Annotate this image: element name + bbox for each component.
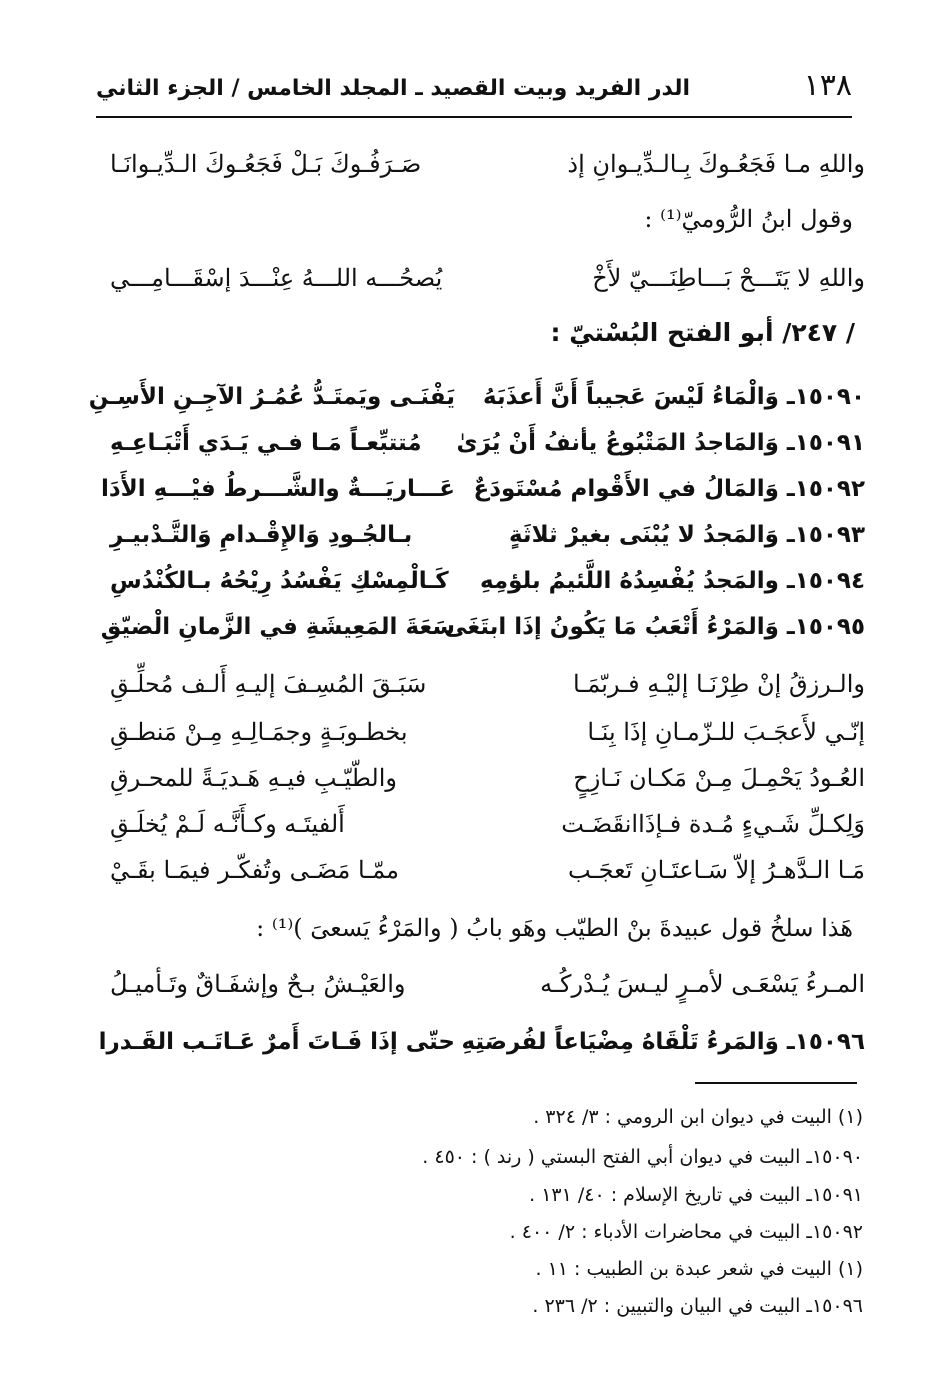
verse-second-hemistich: يُصحُـــه اللـــهُ عِنْـــدَ إسْقَـــامِـــي <box>110 264 443 292</box>
verse-second-hemistich: بـالجُـودِ وَالإِقْـدامِ وَالتَّـدْبيـرِ <box>110 522 413 548</box>
intro-ibn-rumi: وقول ابنُ الرُّوميّ⁽¹⁾ : <box>644 205 853 233</box>
footnote: ١٥٠٩٦ـ البيت في البيان والتبيين : ٢/ ٢٣٦ . <box>532 1295 863 1317</box>
footnote-separator <box>695 1082 857 1084</box>
page-header <box>96 62 852 118</box>
page-number: ١٣٨ <box>803 68 852 103</box>
running-title: الدر الفريد وبيت القصيد ـ المجلد الخامس / الجزء الثاني <box>96 76 691 101</box>
verse-second-hemistich: أَلفيتَـه وكـأَنَّـه لَـمْ يُخلَـقِ <box>110 810 345 838</box>
verse-first-hemistich: مَـا الـدَّهـرُ إلاّ سَـاعتَـانِ تَعجَـب <box>568 856 865 884</box>
numbered-verse <box>100 467 865 517</box>
numbered-verse <box>110 513 865 563</box>
section-heading: / ٢٤٧/ أبو الفتح البُسْتيّ : <box>550 318 855 347</box>
verse-first-hemistich: ١٥٠٩٢ـ وَالمَالُ في الأَقْوام مُسْتَودَعٌ <box>473 476 865 502</box>
footnote: (١) البيت في ديوان ابن الرومي : ٣/ ٣٢٤ . <box>533 1106 863 1128</box>
verse-second-hemistich: كَـالْمِسْكِ يَفْسُدُ رِيْحُهُ بـالكُنْدُسِ <box>110 568 449 594</box>
verse-first-hemistich: واللهِ لا يَتَـــحْ بَـــاطِنَـــيّ لأَخْ <box>592 264 865 292</box>
verse <box>110 142 865 192</box>
footnote: ١٥٠٩٢ـ البيت في محاضرات الأدباء : ٢/ ٤٠٠ . <box>509 1221 863 1243</box>
verse-second-hemistich: عَـــاريَـــةٌ والشَّـــرطُ فيْـــهِ الأَدَا <box>100 476 455 502</box>
verse-first-hemistich: إنّـي لأَعجَـبَ للـزّمـانِ إذَا بِنَـا <box>587 718 865 746</box>
verse-first-hemistich: وَلِكـلِّ شَـيءٍ مُـدة فـإذَاانقَضَـت <box>561 810 865 838</box>
header-rule <box>96 116 852 118</box>
verse <box>110 756 865 806</box>
verse <box>110 710 865 760</box>
numbered-verse <box>110 559 865 609</box>
verse-first-hemistich: ١٥٠٩٦ـ وَالمَرءُ تَلْقَاهُ مِضْيَاعاً لفُرصَتِهِ <box>461 1029 865 1055</box>
verse-second-hemistich: مُتتبِّعـاً مَـا فـي يَـدَي أَتْبَـاعِـهِ <box>110 430 422 456</box>
verse <box>110 962 865 1012</box>
numbered-verse <box>98 1020 865 1070</box>
verse-first-hemistich: ١٥٠٩٠ـ وَالْمَاءُ لَيْسَ عَجيباً أَنَّ أَعذَبَهُ <box>483 384 865 410</box>
verse-second-hemistich: صَـرَفُـوكَ بَـلْ فَجَعُـوكَ الـدِّيـوانَـا <box>110 150 422 178</box>
intro-ubayda: هَذا سلخُ قول عبيدةَ بنْ الطيّب وهَو بابُ ( والمَرْءُ يَسعىَ )⁽¹⁾ : <box>256 914 853 942</box>
verse-second-hemistich: سَعَةَ المَعِيشَةِ في الزَّمانِ الْضيّقِ <box>100 614 455 640</box>
numbered-verse <box>110 421 865 471</box>
verse-first-hemistich: واللهِ مـا فَجَعُـوكَ بِـالـدِّيـوانِ إذ <box>567 150 865 178</box>
verse-first-hemistich: ١٥٠٩٣ـ وَالمَجدُ لا يُبْنَى بغيرْ ثلاثَةٍ <box>508 522 865 548</box>
verse <box>110 256 865 306</box>
verse-first-hemistich: المـرءُ يَسْعَـى لأمـرٍ ليـسَ يُـدْركُـه <box>540 970 865 998</box>
footnote: (١) البيت في شعر عبدة بن الطبيب : ١١ . <box>535 1258 863 1280</box>
verse-second-hemistich: يَفْنَـى ويَمتَـدُّ عُمُـرُ الآجِـنِ الأَسِـنِ <box>88 384 455 410</box>
verse-second-hemistich: ممّـا مَضَـى وتُفكّـر فيمَـا بقَـيْ <box>110 856 400 884</box>
verse <box>110 848 865 898</box>
verse-first-hemistich: والـرزقُ إنْ طِرْنَـا إليْـهِ فـربّمَـا <box>573 670 865 698</box>
verse-second-hemistich: والطّيّـبِ فيـهِ هَـديَـةً للمحـرقِ <box>110 764 397 792</box>
verse <box>110 802 865 852</box>
verse-first-hemistich: ١٥٠٩١ـ وَالمَاجدُ المَتْبُوعُ يأنفُ أَنْ يُرَىٰ <box>456 430 865 456</box>
footnote: ١٥٠٩١ـ البيت في تاريخ الإسلام : ٤٠/ ١٣١ . <box>529 1184 863 1206</box>
verse-first-hemistich: العُـودُ يَحْمِـلَ مِـنْ مَكـان نَـازِحٍ <box>573 764 865 792</box>
footnote: ١٥٠٩٠ـ البيت في ديوان أبي الفتح البستي ( رند ) : ٤٥٠ . <box>422 1146 863 1168</box>
numbered-verse <box>88 375 865 425</box>
verse-second-hemistich: بخطـوبَـةٍ وجمَـالِـهِ مِـنْ مَنطـقِ <box>110 718 408 746</box>
verse <box>110 662 865 712</box>
verse-first-hemistich: ١٥٠٩٤ـ والمَجدُ يُفْسِدُهُ اللَّئيمُ بلؤمِهِ <box>479 568 865 594</box>
numbered-verse <box>100 605 865 655</box>
verse-second-hemistich: سَبَـقَ المُسِـفَ إليـهِ أَلـف مُحلِّـقِ <box>110 670 427 698</box>
verse-second-hemistich: والعَيْـشُ بـحٌ وإشفَـاقٌ وتَـأميـلُ <box>110 970 406 998</box>
verse-second-hemistich: حتّى إذَا فَـاتَ أَمرٌ عَـاتَـب القَـدرا <box>98 1029 455 1055</box>
verse-first-hemistich: ١٥٠٩٥ـ وَالمَرْءُ أَتْعَبُ مَا يَكُونُ إذَا ابتَغَى <box>444 614 865 640</box>
